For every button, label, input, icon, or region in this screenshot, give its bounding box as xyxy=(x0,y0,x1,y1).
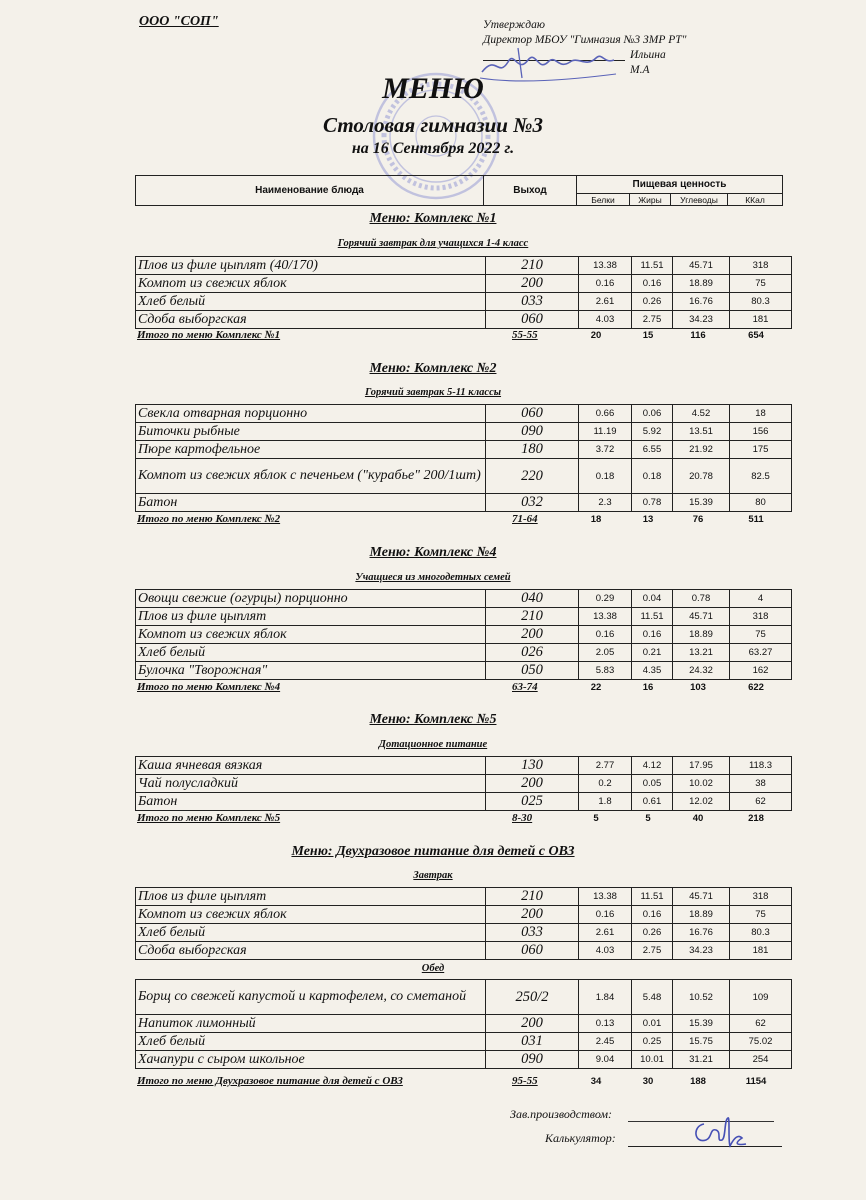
carbs-cell: 4.52 xyxy=(673,405,730,423)
dish-name-cell: Плов из филе цыплят xyxy=(136,888,486,906)
fats-cell: 0.04 xyxy=(632,590,673,608)
dish-name-cell: Батон xyxy=(136,494,486,512)
total-kcal: 622 xyxy=(748,682,764,693)
canteen-title: Столовая гимназии №3 xyxy=(323,113,543,137)
proteins-cell: 0.66 xyxy=(579,405,632,423)
dish-name-cell: Сдоба выборгская xyxy=(136,942,486,960)
proteins-cell: 0.29 xyxy=(579,590,632,608)
total-fats: 30 xyxy=(642,1076,654,1087)
carbs-cell: 10.02 xyxy=(673,775,730,793)
menu-table xyxy=(135,256,792,329)
fats-cell: 0.21 xyxy=(632,644,673,662)
output-cell: 050 xyxy=(486,662,579,680)
fats-cell: 0.01 xyxy=(632,1015,673,1033)
total-proteins: 34 xyxy=(590,1076,602,1087)
dish-name-cell: Компот из свежих яблок xyxy=(136,906,486,924)
total-carbs: 116 xyxy=(690,330,706,341)
section-title: Меню: Двухразовое питание для детей с ОВЗ xyxy=(291,844,575,859)
menu-row xyxy=(136,608,792,626)
dish-name-cell: Компот из свежих яблок xyxy=(136,626,486,644)
output-cell: 200 xyxy=(486,626,579,644)
kcal-cell: 181 xyxy=(730,942,792,960)
kcal-cell: 156 xyxy=(730,423,792,441)
proteins-cell: 1.8 xyxy=(579,793,632,811)
total-carbs: 40 xyxy=(692,813,704,824)
kcal-cell: 38 xyxy=(730,775,792,793)
menu-row xyxy=(136,924,792,942)
fats-cell: 0.61 xyxy=(632,793,673,811)
dish-name-cell: Свекла отварная порционно xyxy=(136,405,486,423)
output-cell: 032 xyxy=(486,494,579,512)
total-row xyxy=(135,329,783,343)
col-fats-header: Жиры xyxy=(630,194,671,206)
fats-cell: 2.75 xyxy=(632,311,673,329)
output-cell: 025 xyxy=(486,793,579,811)
kcal-cell: 175 xyxy=(730,441,792,459)
menu-row xyxy=(136,1033,792,1051)
dish-name-cell: Плов из филе цыплят (40/170) xyxy=(136,257,486,275)
menu-row xyxy=(136,793,792,811)
menu-row xyxy=(136,494,792,512)
col-carbs-header: Углеводы xyxy=(671,194,728,206)
proteins-cell: 1.84 xyxy=(579,980,632,1015)
fats-cell: 4.35 xyxy=(632,662,673,680)
production-manager-label: Зав.производством: xyxy=(510,1107,613,1121)
group-subtitle: Дотационное питание xyxy=(378,739,488,750)
dish-name-cell: Компот из свежих яблок xyxy=(136,275,486,293)
output-cell: 210 xyxy=(486,257,579,275)
dish-name-cell: Батон xyxy=(136,793,486,811)
carbs-cell: 17.95 xyxy=(673,757,730,775)
carbs-cell: 13.51 xyxy=(673,423,730,441)
proteins-cell: 4.03 xyxy=(579,942,632,960)
menu-row xyxy=(136,775,792,793)
output-cell: 031 xyxy=(486,1033,579,1051)
section-title: Меню: Комплекс №1 xyxy=(369,211,497,226)
menu-row xyxy=(136,405,792,423)
output-cell: 060 xyxy=(486,405,579,423)
proteins-cell: 2.61 xyxy=(579,293,632,311)
carbs-cell: 15.39 xyxy=(673,494,730,512)
kcal-cell: 80 xyxy=(730,494,792,512)
director-title: Директор МБОУ "Гимназия №3 ЗМР РТ" xyxy=(483,34,687,46)
menu-date: на 16 Сентября 2022 г. xyxy=(351,140,515,157)
menu-row xyxy=(136,590,792,608)
output-cell: 033 xyxy=(486,924,579,942)
total-kcal: 218 xyxy=(748,813,764,824)
total-proteins: 18 xyxy=(590,514,602,525)
col-nutrition-header: Пищевая ценность xyxy=(577,176,783,194)
director-name: Ильина М.А xyxy=(630,49,666,76)
carbs-cell: 18.89 xyxy=(673,906,730,924)
total-output: 71-64 xyxy=(512,513,538,525)
total-row xyxy=(135,812,783,826)
fats-cell: 11.51 xyxy=(632,257,673,275)
organization-name: ООО "СОП" xyxy=(139,14,219,29)
menu-row xyxy=(136,888,792,906)
fats-cell: 0.05 xyxy=(632,775,673,793)
total-label: Итого по меню Комплекс №5 xyxy=(137,812,281,824)
kcal-cell: 254 xyxy=(730,1051,792,1069)
fats-cell: 5.48 xyxy=(632,980,673,1015)
calculator-signature xyxy=(690,1112,750,1152)
output-cell: 200 xyxy=(486,775,579,793)
proteins-cell: 9.04 xyxy=(579,1051,632,1069)
dish-name-cell: Каша ячневая вязкая xyxy=(136,757,486,775)
col-output-header: Выход xyxy=(484,176,577,206)
dish-name-cell: Сдоба выборгская xyxy=(136,311,486,329)
group-subtitle: Горячий завтрак 5-11 классы xyxy=(364,387,502,398)
proteins-cell: 0.16 xyxy=(579,906,632,924)
dish-name-cell: Плов из филе цыплят xyxy=(136,608,486,626)
dish-name-cell: Компот из свежих яблок с печеньем ("курабье" 200/1шт) xyxy=(136,459,486,494)
output-cell: 210 xyxy=(486,888,579,906)
carbs-cell: 16.76 xyxy=(673,924,730,942)
proteins-cell: 11.19 xyxy=(579,423,632,441)
kcal-cell: 318 xyxy=(730,888,792,906)
carbs-cell: 18.89 xyxy=(673,626,730,644)
dish-name-cell: Борщ со свежей капустой и картофелем, со сметаной xyxy=(136,980,486,1015)
proteins-cell: 0.2 xyxy=(579,775,632,793)
kcal-cell: 62 xyxy=(730,1015,792,1033)
output-cell: 090 xyxy=(486,1051,579,1069)
output-cell: 033 xyxy=(486,293,579,311)
carbs-cell: 0.78 xyxy=(673,590,730,608)
proteins-cell: 2.61 xyxy=(579,924,632,942)
fats-cell: 2.75 xyxy=(632,942,673,960)
kcal-cell: 318 xyxy=(730,257,792,275)
total-label: Итого по меню Двухразовое питание для детей с ОВЗ xyxy=(137,1075,403,1087)
kcal-cell: 82.5 xyxy=(730,459,792,494)
total-proteins: 20 xyxy=(590,330,602,341)
carbs-cell: 10.52 xyxy=(673,980,730,1015)
total-fats: 16 xyxy=(642,682,654,693)
carbs-cell: 45.71 xyxy=(673,888,730,906)
carbs-cell: 15.75 xyxy=(673,1033,730,1051)
menu-row xyxy=(136,275,792,293)
kcal-cell: 18 xyxy=(730,405,792,423)
menu-row xyxy=(136,942,792,960)
fats-cell: 0.16 xyxy=(632,906,673,924)
menu-row xyxy=(136,423,792,441)
menu-table xyxy=(135,887,792,960)
carbs-cell: 20.78 xyxy=(673,459,730,494)
kcal-cell: 75 xyxy=(730,275,792,293)
carbs-cell: 34.23 xyxy=(673,311,730,329)
col-kcal-header: ККал xyxy=(728,194,783,206)
dish-name-cell: Хлеб белый xyxy=(136,293,486,311)
kcal-cell: 318 xyxy=(730,608,792,626)
section-title: Меню: Комплекс №4 xyxy=(369,545,497,560)
output-cell: 200 xyxy=(486,275,579,293)
kcal-cell: 75 xyxy=(730,906,792,924)
total-carbs: 76 xyxy=(692,514,704,525)
dish-name-cell: Напиток лимонный xyxy=(136,1015,486,1033)
fats-cell: 6.55 xyxy=(632,441,673,459)
output-cell: 130 xyxy=(486,757,579,775)
total-fats: 5 xyxy=(645,813,651,824)
total-fats: 15 xyxy=(642,330,654,341)
total-label: Итого по меню Комплекс №2 xyxy=(137,513,281,525)
menu-table xyxy=(135,979,792,1069)
kcal-cell: 75 xyxy=(730,626,792,644)
group-subtitle: Завтрак xyxy=(413,870,453,881)
fats-cell: 0.06 xyxy=(632,405,673,423)
approve-label: Утверждаю xyxy=(483,19,545,31)
total-output: 55-55 xyxy=(512,329,538,341)
total-fats: 13 xyxy=(642,514,654,525)
total-proteins: 5 xyxy=(593,813,599,824)
col-name-header: Наименование блюда xyxy=(136,176,484,206)
total-row xyxy=(135,513,783,527)
proteins-cell: 0.16 xyxy=(579,626,632,644)
kcal-cell: 62 xyxy=(730,793,792,811)
proteins-cell: 13.38 xyxy=(579,608,632,626)
menu-row xyxy=(136,311,792,329)
kcal-cell: 162 xyxy=(730,662,792,680)
output-cell: 180 xyxy=(486,441,579,459)
dish-name-cell: Булочка "Творожная" xyxy=(136,662,486,680)
output-cell: 210 xyxy=(486,608,579,626)
output-cell: 040 xyxy=(486,590,579,608)
proteins-cell: 2.3 xyxy=(579,494,632,512)
total-row xyxy=(135,681,783,695)
proteins-cell: 4.03 xyxy=(579,311,632,329)
fats-cell: 4.12 xyxy=(632,757,673,775)
carbs-cell: 21.92 xyxy=(673,441,730,459)
total-proteins: 22 xyxy=(590,682,602,693)
menu-row xyxy=(136,1051,792,1069)
group-subtitle: Обед xyxy=(421,963,445,974)
output-cell: 060 xyxy=(486,942,579,960)
dish-name-cell: Хачапури с сыром школьное xyxy=(136,1051,486,1069)
proteins-cell: 0.13 xyxy=(579,1015,632,1033)
proteins-cell: 2.77 xyxy=(579,757,632,775)
kcal-cell: 80.3 xyxy=(730,924,792,942)
proteins-cell: 13.38 xyxy=(579,888,632,906)
proteins-cell: 0.18 xyxy=(579,459,632,494)
fats-cell: 0.25 xyxy=(632,1033,673,1051)
carbs-cell: 16.76 xyxy=(673,293,730,311)
dish-name-cell: Хлеб белый xyxy=(136,1033,486,1051)
output-cell: 200 xyxy=(486,906,579,924)
total-carbs: 103 xyxy=(690,682,706,693)
section-title: Меню: Комплекс №2 xyxy=(369,361,497,376)
total-output: 63-74 xyxy=(512,681,538,693)
fats-cell: 0.16 xyxy=(632,275,673,293)
menu-table xyxy=(135,756,792,811)
dish-name-cell: Овощи свежие (огурцы) порционно xyxy=(136,590,486,608)
carbs-cell: 13.21 xyxy=(673,644,730,662)
output-cell: 220 xyxy=(486,459,579,494)
fats-cell: 0.26 xyxy=(632,924,673,942)
fats-cell: 0.78 xyxy=(632,494,673,512)
dish-name-cell: Хлеб белый xyxy=(136,644,486,662)
proteins-cell: 2.05 xyxy=(579,644,632,662)
menu-row xyxy=(136,293,792,311)
menu-row xyxy=(136,644,792,662)
menu-table xyxy=(135,404,792,512)
kcal-cell: 80.3 xyxy=(730,293,792,311)
menu-row xyxy=(136,757,792,775)
proteins-cell: 5.83 xyxy=(579,662,632,680)
menu-row xyxy=(136,906,792,924)
dish-name-cell: Хлеб белый xyxy=(136,924,486,942)
kcal-cell: 75.02 xyxy=(730,1033,792,1051)
output-cell: 026 xyxy=(486,644,579,662)
proteins-cell: 0.16 xyxy=(579,275,632,293)
proteins-cell: 3.72 xyxy=(579,441,632,459)
section-title: Меню: Комплекс №5 xyxy=(369,712,497,727)
kcal-cell: 118.3 xyxy=(730,757,792,775)
kcal-cell: 109 xyxy=(730,980,792,1015)
total-kcal: 1154 xyxy=(745,1076,767,1087)
menu-row xyxy=(136,1015,792,1033)
fats-cell: 11.51 xyxy=(632,888,673,906)
output-cell: 060 xyxy=(486,311,579,329)
fats-cell: 0.26 xyxy=(632,293,673,311)
carbs-cell: 24.32 xyxy=(673,662,730,680)
group-subtitle: Учащиеся из многодетных семей xyxy=(355,572,511,583)
carbs-cell: 45.71 xyxy=(673,257,730,275)
carbs-cell: 31.21 xyxy=(673,1051,730,1069)
total-kcal: 654 xyxy=(748,330,764,341)
total-kcal: 511 xyxy=(748,514,764,525)
menu-row xyxy=(136,626,792,644)
total-output: 8-30 xyxy=(512,812,533,824)
col-proteins-header: Белки xyxy=(577,194,630,206)
fats-cell: 0.16 xyxy=(632,626,673,644)
group-subtitle: Горячий завтрак для учащихся 1-4 класс xyxy=(337,238,529,249)
total-carbs: 188 xyxy=(690,1076,706,1087)
output-cell: 090 xyxy=(486,423,579,441)
total-label: Итого по меню Комплекс №4 xyxy=(137,681,281,693)
menu-row xyxy=(136,257,792,275)
dish-name-cell: Биточки рыбные xyxy=(136,423,486,441)
kcal-cell: 4 xyxy=(730,590,792,608)
menu-row xyxy=(136,980,792,1015)
output-cell: 200 xyxy=(486,1015,579,1033)
fats-cell: 10.01 xyxy=(632,1051,673,1069)
proteins-cell: 13.38 xyxy=(579,257,632,275)
page-title: МЕНЮ xyxy=(382,72,484,105)
kcal-cell: 181 xyxy=(730,311,792,329)
menu-row xyxy=(136,441,792,459)
carbs-cell: 18.89 xyxy=(673,275,730,293)
kcal-cell: 63.27 xyxy=(730,644,792,662)
menu-table xyxy=(135,589,792,680)
carbs-cell: 15.39 xyxy=(673,1015,730,1033)
menu-row xyxy=(136,459,792,494)
dish-name-cell: Чай полусладкий xyxy=(136,775,486,793)
carbs-cell: 45.71 xyxy=(673,608,730,626)
fats-cell: 5.92 xyxy=(632,423,673,441)
proteins-cell: 2.45 xyxy=(579,1033,632,1051)
total-row xyxy=(135,1075,783,1089)
menu-row xyxy=(136,662,792,680)
output-cell: 250/2 xyxy=(486,980,579,1015)
total-output: 95-55 xyxy=(512,1075,538,1087)
calculator-label: Калькулятор: xyxy=(545,1131,616,1145)
column-header-table xyxy=(135,175,783,206)
carbs-cell: 34.23 xyxy=(673,942,730,960)
total-label: Итого по меню Комплекс №1 xyxy=(137,329,281,341)
fats-cell: 0.18 xyxy=(632,459,673,494)
fats-cell: 11.51 xyxy=(632,608,673,626)
carbs-cell: 12.02 xyxy=(673,793,730,811)
dish-name-cell: Пюре картофельное xyxy=(136,441,486,459)
